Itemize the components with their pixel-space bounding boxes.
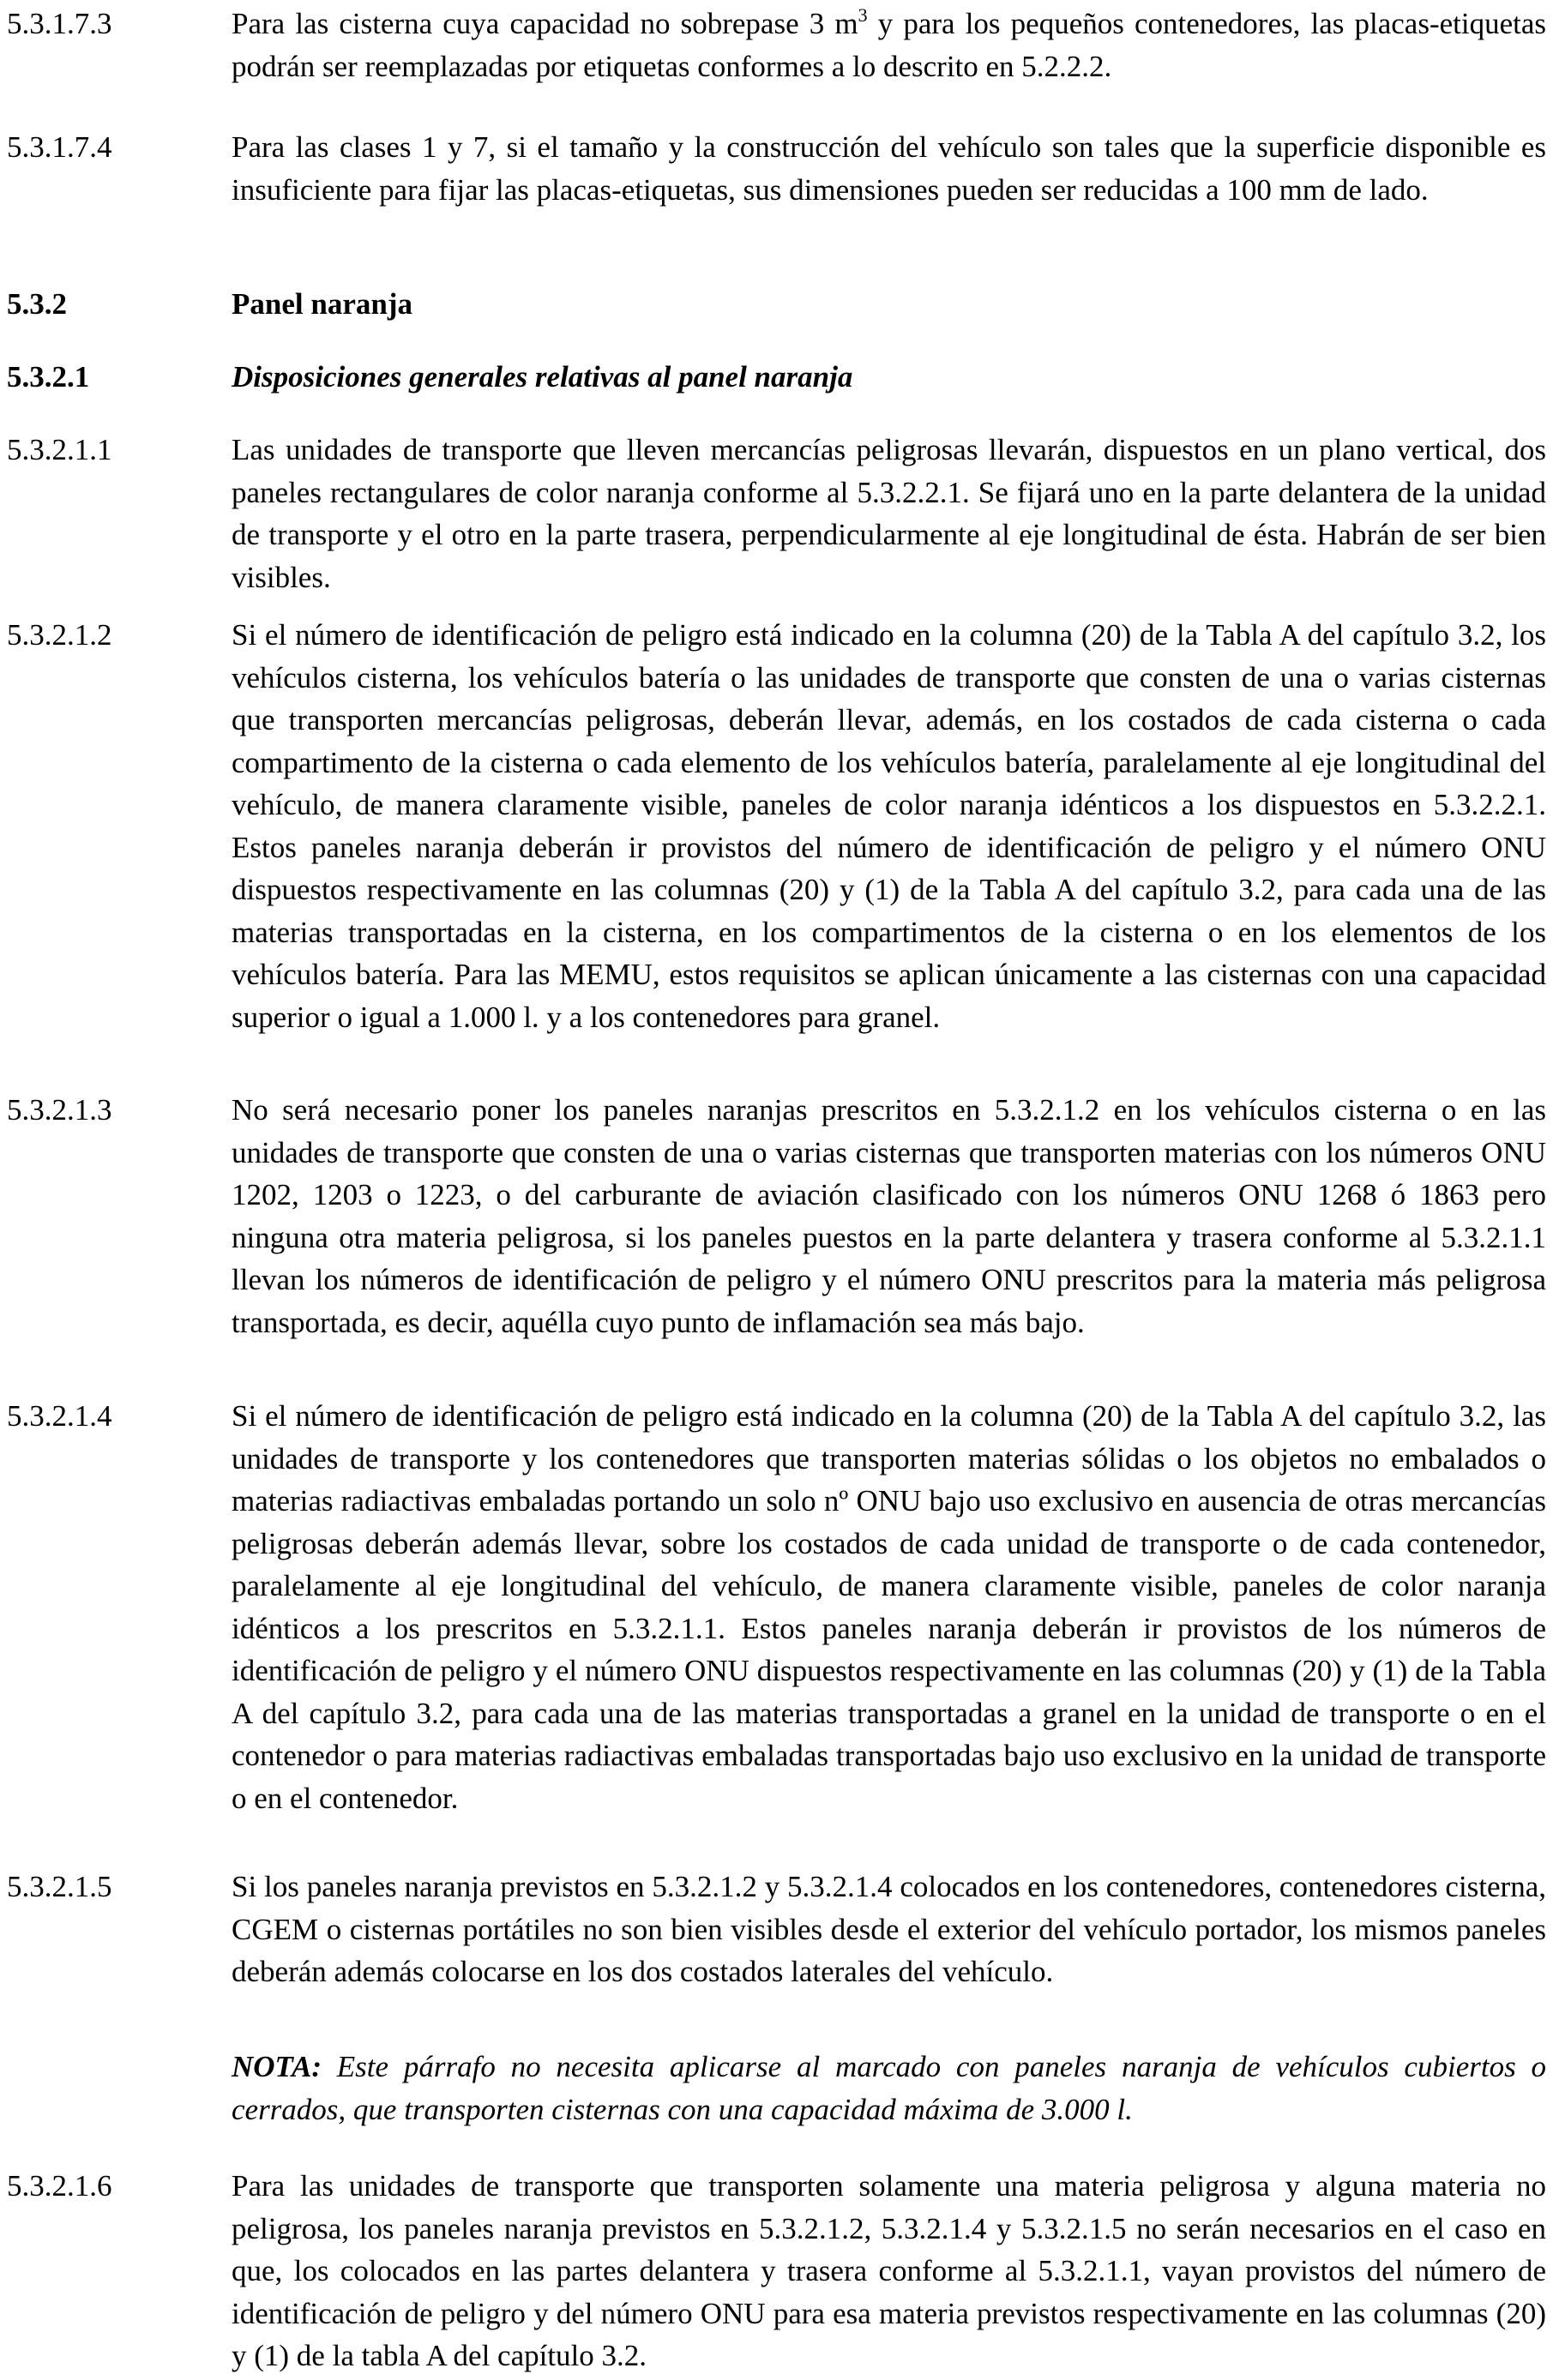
paragraph-text: Para las clases 1 y 7, si el tamaño y la construcción del vehículo son tales que la superficie disponible es insuficiente para fijar las placas-etiquetas, sus dimensiones pueden ser reducidas a 100 mm de lado. <box>232 130 1546 207</box>
paragraph-number: 5.3.2.1.3 <box>7 1093 112 1127</box>
section-title: Disposiciones generales relativas al panel naranja <box>232 360 853 394</box>
paragraph-text-part: Para las cisterna cuya capacidad no sobrepase 3 m <box>232 7 858 40</box>
note-text <box>232 2046 1546 2131</box>
paragraph-number: 5.3.2.1.4 <box>7 1399 112 1433</box>
paragraph-text-part: y para los pequeños contenedores, las placas-etiquetas podrán ser reemplazadas por etiquetas conformes a lo descrito en 5.2.2.2. <box>232 7 1546 83</box>
note-label: NOTA: <box>232 2050 322 2083</box>
section-number: 5.3.2 <box>7 287 67 321</box>
paragraph-number: 5.3.1.7.4 <box>7 130 112 164</box>
paragraph-text: Si el número de identificación de peligro está indicado en la columna (20) de la Tabla A del capítulo 3.2, las unidades de transporte y los contenedores que transporten materias sólidas o los objetos no embalados o materias radiactivas embaladas portando un solo nº ONU bajo uso exclusivo en ausencia de otras mercancías peligrosas deberán además llevar, sobre los costados de cada unidad de transporte o de cada contenedor, paralelamente al eje longitudinal del vehículo, de manera claramente visible, paneles de color naranja idénticos a los prescritos en 5.3.2.1.1. Estos paneles naranja deberán ir provistos de los números de identificación de peligro y el número ONU dispuestos respectivamente en las columnas (20) y (1) de la Tabla A del capítulo 3.2, para cada una de las materias transportadas a granel en la unidad de transporte o en el contenedor o para materias radiactivas embaladas transportadas bajo uso exclusivo en la unidad de transporte o en el contenedor. <box>232 1399 1546 1815</box>
paragraph-number: 5.3.2.1.5 <box>7 1870 112 1903</box>
paragraph-text: Las unidades de transporte que lleven mercancías peligrosas llevarán, dispuestos en un plano vertical, dos paneles rectangulares de color naranja conforme al 5.3.2.2.1. Se fijará uno en la parte delantera de la unidad de transporte y el otro en la parte trasera, perpendicularmente al eje longitudinal de ésta. Habrán de ser bien visibles. <box>232 433 1546 594</box>
section-number: 5.3.2.1 <box>7 360 90 394</box>
superscript: 3 <box>858 4 868 26</box>
paragraph-text: No será necesario poner los paneles naranjas prescritos en 5.3.2.1.2 en los vehículos cisterna o en las unidades de transporte que consten de una o varias cisternas que transporten materias con los números ONU 1202, 1203 o 1223, o del carburante de aviación clasificado con los números ONU 1268 ó 1863 pero ninguna otra materia peligrosa, si los paneles puestos en la parte delantera y trasera conforme al 5.3.2.1.1 llevan los números de identificación de peligro y el número ONU prescritos para la materia más peligrosa transportada, es decir, aquélla cuyo punto de inflamación sea más bajo. <box>232 1093 1546 1339</box>
paragraph-number: 5.3.2.1.6 <box>7 2169 112 2203</box>
paragraph-text: Si el número de identificación de peligro está indicado en la columna (20) de la Tabla A del capítulo 3.2, los vehículos cisterna, los vehículos batería o las unidades de transporte que consten de una o varias cisternas que transporten mercancías peligrosas, deberán llevar, además, en los costados de cada cisterna o cada compartimento de la cisterna o cada elemento de los vehículos batería, paralelamente al eje longitudinal del vehículo, de manera claramente visible, paneles de color naranja idénticos a los dispuestos en 5.3.2.2.1. Estos paneles naranja deberán ir provistos del número de identificación de peligro y el número ONU dispuestos respectivamente en las columnas (20) y (1) de la Tabla A del capítulo 3.2, para cada una de las materias transportadas en la cisterna, en los compartimentos de la cisterna o en los elementos de los vehículos batería. Para las MEMU, estos requisitos se aplican únicamente a las cisternas con una capacidad superior o igual a 1.000 l. y a los contenedores para granel. <box>232 618 1546 1034</box>
paragraph-number: 5.3.2.1.1 <box>7 433 112 466</box>
paragraph-number: 5.3.2.1.2 <box>7 618 112 652</box>
paragraph-text: Para las unidades de transporte que transporten solamente una materia peligrosa y alguna materia no peligrosa, los paneles naranja previstos en 5.3.2.1.2, 5.3.2.1.4 y 5.3.2.1.5 no serán necesarios en el caso en que, los colocados en las partes delantera y trasera conforme al 5.3.2.1.1, vayan provistos del número de identificación de peligro y del número ONU para esa materia previstos respectivamente en las columnas (20) y (1) de la tabla A del capítulo 3.2. <box>232 2169 1546 2372</box>
paragraph-number: 5.3.1.7.3 <box>7 7 112 40</box>
paragraph-text <box>232 3 1546 87</box>
note-body: Este párrafo no necesita aplicarse al marcado con paneles naranja de vehículos cubiertos o cerrados, que transporten cisternas con una capacidad máxima de 3.000 l. <box>232 2050 1546 2126</box>
paragraph-text: Si los paneles naranja previstos en 5.3.2.1.2 y 5.3.2.1.4 colocados en los contenedores, contenedores cisterna, CGEM o cisternas portátiles no son bien visibles desde el exterior del vehículo portador, los mismos paneles deberán además colocarse en los dos costados laterales del vehículo. <box>232 1870 1546 1988</box>
section-title: Panel naranja <box>232 287 412 321</box>
